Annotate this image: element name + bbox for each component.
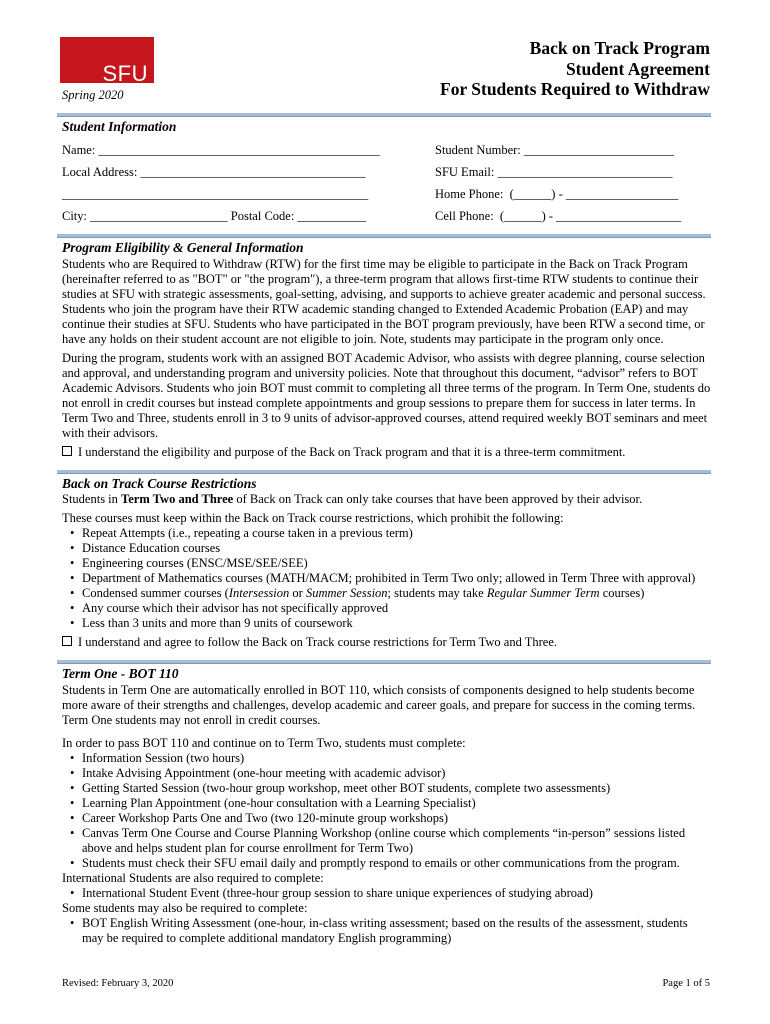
list-item: • Any course which their advisor has not specifically approved — [62, 601, 712, 616]
eligibility-heading: Program Eligibility & General Information — [62, 240, 304, 255]
section-divider — [57, 470, 711, 474]
list-item: • Intake Advising Appointment (one-hour meeting with academic advisor) — [62, 766, 712, 781]
list-item: • Students must check their SFU email daily and promptly respond to emails or other communications from the program. — [62, 856, 712, 871]
term-one-body: Students in Term One are automatically enrolled in BOT 110, which consists of components designed to help students become more aware of their strengths and challenges, develop academic and career goals, and prepare for success in the coming terms. Term One students may not enroll in credit courses. In order to pass BOT 110 and continue on to Term Two, students must complete: • Information Session (two hours) • Intake Advising Appointment (one-hour meeting with academic advisor) • Getting Started Session (two-hour group workshop, meet other BOT students, complete two assessments) • Learning Plan Appointment (one-hour consultation with a Learning Specialist) • Career Workshop Parts One and Two (two 120-minute group workshops) • Canvas Term One Course and Course Planning Workshop (online course which complements “in-person” sessions listed above and helps student plan for course enrollment for Term Two) • Students must check their SFU email daily and promptly respond to emails or other communications from the program. International Students are also required to complete: • International Student Event (three-hour group session to share unique experiences of studying abroad) Some students may also be required to complete: • BOT English Writing Assessment (one-hour, in-class writing assessment; based on the results of the assessment, students may be required to complete additional mandatory English programming) — [62, 683, 712, 946]
revised-date: Revised: February 3, 2020 — [62, 978, 174, 989]
home-phone-field[interactable]: Home Phone: (______) - __________________ — [435, 187, 679, 201]
restrictions-heading: Back on Track Course Restrictions — [62, 476, 257, 491]
list-item: • Engineering courses (ENSC/MSE/SEE/SEE) — [62, 556, 712, 571]
list-item: • Getting Started Session (two-hour group workshop, meet other BOT students, complete two assessments) — [62, 781, 712, 796]
address-line2-field[interactable]: _________________________________________________ — [62, 187, 369, 201]
term-one-heading: Term One - BOT 110 — [62, 666, 179, 681]
list-item: • BOT English Writing Assessment (one-hour, in-class writing assessment; based on the results of the assessment, students may be required to complete additional mandatory English programming) — [62, 916, 712, 946]
section-divider — [57, 234, 711, 238]
sfu-logo: SFU — [60, 37, 154, 83]
sfu-email-field[interactable]: SFU Email: ____________________________ — [435, 165, 673, 179]
city-postal-field[interactable]: City: ______________________ Postal Code: ___________ — [62, 209, 367, 223]
list-item: • International Student Event (three-hour group session to share unique experiences of studying abroad) — [62, 886, 712, 901]
checkbox[interactable] — [62, 636, 72, 646]
some-list — [62, 916, 712, 946]
section-divider — [57, 660, 711, 664]
name-field[interactable]: Name: _____________________________________________ — [62, 143, 380, 157]
cell-phone-field[interactable]: Cell Phone: (______) - ____________________ — [435, 209, 682, 223]
student-info-heading: Student Information — [62, 119, 177, 134]
student-number-field[interactable]: Student Number: ________________________ — [435, 143, 674, 157]
document-title: Back on Track Program Student Agreement For Students Required to Withdraw — [440, 38, 710, 99]
section-divider — [57, 113, 711, 117]
restrictions-body: Students in Term Two and Three of Back on Track can only take courses that have been approved by their advisor. These courses must keep within the Back on Track course restrictions, which prohibit the following: • Repeat Attempts (i.e., repeating a course taken in a previous term) • Distance Education courses • Engineering courses (ENSC/MSE/SEE/SEE) • Department of Mathematics courses (MATH/MACM; prohibited in Term Two only; allowed in Term Three with approval) • Condensed summer courses (Intersession or Summer Session; students may take Regular Summer Term courses) • Any course which their advisor has not specifically approved • Less than 3 units and more than 9 units of coursework — [62, 492, 712, 631]
page-number: Page 1 of 5 — [662, 978, 710, 989]
term-one-list — [62, 751, 712, 871]
list-item: • Canvas Term One Course and Course Planning Workshop (online course which complements “in-person” sessions listed above and helps student plan for course enrollment for Term Two) — [62, 826, 712, 856]
list-item: • Condensed summer courses (Intersession or Summer Session; students may take Regular Summer Term courses) — [62, 586, 712, 601]
list-item: • Less than 3 units and more than 9 units of coursework — [62, 616, 712, 631]
list-item: • Repeat Attempts (i.e., repeating a course taken in a previous term) — [62, 526, 712, 541]
term-label: Spring 2020 — [62, 88, 124, 102]
list-item: • Information Session (two hours) — [62, 751, 712, 766]
intl-list — [62, 886, 712, 901]
list-item: • Career Workshop Parts One and Two (two 120-minute group workshops) — [62, 811, 712, 826]
list-item: • Distance Education courses — [62, 541, 712, 556]
restrictions-checkbox-row[interactable]: I understand and agree to follow the Back on Track course restrictions for Term Two and Three. — [62, 635, 557, 650]
restrictions-list — [62, 526, 712, 631]
list-item: • Department of Mathematics courses (MATH/MACM; prohibited in Term Two only; allowed in Term Three with approval) — [62, 571, 712, 586]
local-address-field[interactable]: Local Address: ____________________________________ — [62, 165, 366, 179]
eligibility-body: Students who are Required to Withdraw (RTW) for the first time may be eligible to participate in the Back on Track Program (hereinafter referred to as "BOT" or "the program"), a three-term program that allows first-time RTW students to continue their studies at SFU with strategic assessments, goal-setting, advising, and supports to achieve greater academic and personal success. Students who join the program have their RTW academic standing changed to Extended Academic Probation (EAP) and may continue their studies at SFU. Students who have participated in the BOT program previously, have been RTW a second time, or have any holds on their student account are not eligible to join. Note, students may participate in the program only once. During the program, students work with an assigned BOT Academic Advisor, who assists with degree planning, course selection and approval, and understanding program and university policies. Note that throughout this document, “advisor” refers to BOT Academic Advisors. Students who join BOT must commit to completing all three terms of the program. In Term One, students do not enroll in credit courses but instead complete appointments and group sessions to prepare them for success in later terms. In Term Two and Three, students enroll in 3 to 9 units of advisor-approved courses, attend required weekly BOT seminars and meet with their advisors. — [62, 257, 711, 440]
list-item: • Learning Plan Appointment (one-hour consultation with a Learning Specialist) — [62, 796, 712, 811]
checkbox[interactable] — [62, 446, 72, 456]
eligibility-checkbox-row[interactable]: I understand the eligibility and purpose of the Back on Track program and that it is a three-term commitment. — [62, 445, 625, 460]
